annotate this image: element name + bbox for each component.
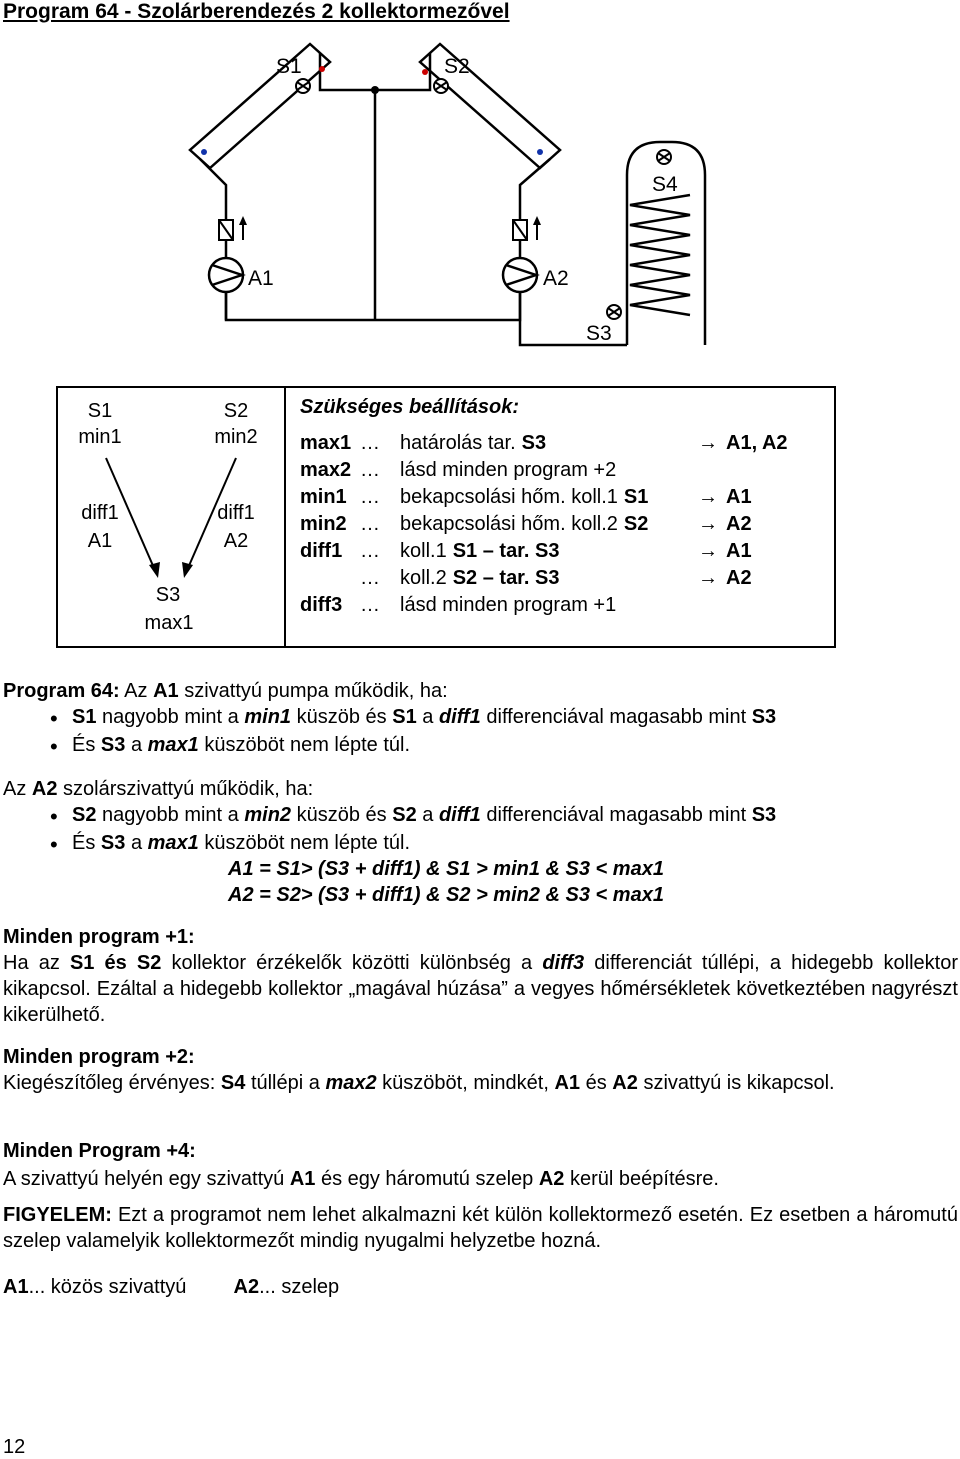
bullet-2 <box>72 734 410 757</box>
t: küszöböt, mindkét, <box>382 1072 549 1094</box>
t: S3 <box>100 734 126 756</box>
setting-target-value: A2 <box>726 513 752 535</box>
t: Az <box>3 778 27 800</box>
t: Az <box>124 680 148 702</box>
setting-text: lásd minden program +2 <box>400 459 617 481</box>
t: S2 <box>392 804 417 826</box>
legend-line <box>3 1274 339 1300</box>
t: diff1 <box>438 804 481 826</box>
sensor-s4-icon <box>657 150 671 164</box>
sensor-s2-icon <box>434 79 448 93</box>
t: min2 <box>244 804 292 826</box>
t: ... szelep <box>259 1276 340 1298</box>
arrow-right-icon: → <box>698 540 718 562</box>
label-s2: S2 <box>444 55 470 78</box>
label-a1: A1 <box>248 267 274 290</box>
t: S1 <box>72 706 97 728</box>
label-s4: S4 <box>652 173 678 196</box>
t: S3 <box>100 832 126 854</box>
arrow-right-icon: → <box>698 486 718 508</box>
setting-dots: … <box>360 459 380 481</box>
setting-key: max1 <box>300 432 352 454</box>
t: max1 <box>147 832 199 854</box>
formula-a2: A2 = S2> (S3 + diff1) & S2 > min2 & S3 < max1 <box>228 884 664 906</box>
left-a1: A1 <box>87 530 113 552</box>
setting-text: bekapcsolási hőm. koll.1 <box>400 486 618 508</box>
t: max2 <box>325 1072 377 1094</box>
setting-desc <box>360 459 622 482</box>
page-number: 12 <box>3 1436 26 1458</box>
p64-label: Program 64: <box>3 680 120 702</box>
formula-a1: A1 = S1> (S3 + diff1) & S1 > min1 & S3 < max1 <box>228 858 664 880</box>
bullet-3 <box>72 804 776 827</box>
t: A1 <box>554 1072 581 1094</box>
mp1-head <box>3 924 195 950</box>
t: A1 <box>289 1168 316 1190</box>
setting-sensor: S2 – tar. S3 <box>452 567 560 589</box>
t: kerül beépítésre. <box>570 1168 719 1190</box>
setting-dots: … <box>360 486 380 508</box>
setting-target-value: A2 <box>726 567 752 589</box>
setting-dots: … <box>360 432 380 454</box>
bullet-4 <box>72 832 410 855</box>
pump-a1-icon <box>209 258 243 292</box>
t: Ha az <box>3 952 60 974</box>
t: A1 <box>153 680 179 702</box>
mp2-text <box>3 1070 958 1096</box>
t: ... közös szivattyú <box>28 1276 187 1298</box>
t: A2 <box>31 778 58 800</box>
setting-desc <box>360 567 559 590</box>
t: kollektor érzékelők közötti különbség a <box>171 952 533 974</box>
t: küszöb és <box>296 804 387 826</box>
arrow-right-icon: → <box>698 432 718 454</box>
mp4-head <box>3 1138 196 1164</box>
t: Kiegészítőleg érvényes: <box>3 1072 216 1094</box>
arrow-right-icon: → <box>698 567 718 589</box>
t: küszöb és <box>296 706 387 728</box>
p64-line <box>3 678 448 704</box>
t: nagyobb mint a <box>102 706 239 728</box>
t: A2 <box>233 1276 260 1298</box>
t: a <box>422 804 434 826</box>
t: differenciával magasabb mint <box>486 706 747 728</box>
label-s1: S1 <box>276 55 302 78</box>
t: A1 <box>3 1276 29 1298</box>
page-title: Program 64 - Szolárberendezés 2 kollektormezővel <box>3 0 510 23</box>
t: max1 <box>147 734 199 756</box>
t: A2 <box>612 1072 638 1094</box>
left-s1: S1 <box>87 400 113 422</box>
t: a <box>130 734 143 756</box>
setting-target <box>698 513 752 536</box>
mp4-text <box>3 1166 719 1192</box>
collector-1 <box>190 44 330 168</box>
t: és <box>585 1072 607 1094</box>
t: szolárszivattyú működik, ha: <box>63 778 314 800</box>
right-s2: S2 <box>223 400 249 422</box>
setting-dots: … <box>360 540 380 562</box>
t: S3 <box>751 706 777 728</box>
setting-target-value: A1 <box>726 486 752 508</box>
t: Minden program +1: <box>3 926 195 948</box>
bullet-1 <box>72 706 776 729</box>
arrow-right-icon: → <box>698 513 718 535</box>
t: Minden Program +4: <box>3 1140 196 1162</box>
setting-target <box>698 567 752 590</box>
t: küszöböt nem lépte túl. <box>204 832 411 854</box>
a2-intro <box>3 776 313 802</box>
t: diff1 <box>438 706 481 728</box>
setting-text: lásd minden program +1 <box>400 594 617 616</box>
right-diff1: diff1 <box>217 502 255 524</box>
t: és egy háromutú szelep <box>320 1168 534 1190</box>
label-s3: S3 <box>586 322 612 345</box>
t: min1 <box>244 706 292 728</box>
setting-key: diff3 <box>300 594 343 616</box>
setting-target-value: A1, A2 <box>726 432 788 454</box>
setting-dots: … <box>360 594 380 616</box>
setting-sensor: S1 – tar. S3 <box>452 540 560 562</box>
setting-key: max2 <box>300 459 352 481</box>
warning-text <box>3 1202 958 1254</box>
setting-desc <box>360 540 559 563</box>
t: Ezt a programot nem lehet alkalmazni két külön kollektormező esetén. Ez esetben a háromutú szelep valamelyik kollektormezőt mindig nyugalmi helyzetbe hozná. <box>3 1204 958 1252</box>
pump-a2-icon <box>503 258 537 292</box>
setting-dots: … <box>360 567 380 589</box>
setting-desc <box>360 486 648 509</box>
setting-key: min2 <box>300 513 347 535</box>
t: FIGYELEM: <box>3 1204 112 1226</box>
setting-text: bekapcsolási hőm. koll.2 <box>400 513 618 535</box>
t: A szivattyú helyén egy szivattyú <box>3 1168 285 1190</box>
t: a <box>422 706 434 728</box>
left-min1: min1 <box>78 426 122 448</box>
box-divider <box>284 388 286 646</box>
t: küszöböt nem lépte túl. <box>204 734 411 756</box>
t: A2 <box>538 1168 565 1190</box>
t: szivattyú pumpa működik, ha: <box>184 680 448 702</box>
setting-dots: … <box>360 513 380 535</box>
t: szivattyú is kikapcsol. <box>643 1072 835 1094</box>
hydraulic-diagram <box>0 40 960 360</box>
sensor-s1-icon <box>296 79 310 93</box>
setting-target <box>698 486 752 509</box>
setting-sensor: S2 <box>623 513 649 535</box>
settings-box <box>56 386 836 648</box>
setting-sensor: S3 <box>521 432 547 454</box>
setting-target <box>698 540 752 563</box>
setting-key: diff1 <box>300 540 343 562</box>
t: Minden program +2: <box>3 1046 195 1068</box>
setting-text: koll.2 <box>400 567 447 589</box>
t: diff3 <box>542 952 585 974</box>
mp2-head <box>3 1044 195 1070</box>
t: S1 és S2 <box>69 952 162 974</box>
sensor-s3-icon <box>607 305 621 319</box>
box-arrows <box>58 388 284 648</box>
t: nagyobb mint a <box>102 804 239 826</box>
left-s3: S3 <box>155 584 181 606</box>
left-max1: max1 <box>144 612 194 634</box>
t: És <box>72 832 96 854</box>
setting-desc <box>360 513 648 536</box>
label-a2: A2 <box>543 267 569 290</box>
right-a2: A2 <box>223 530 249 552</box>
right-min2: min2 <box>214 426 258 448</box>
t: túllépi a <box>250 1072 320 1094</box>
t: differenciával magasabb mint <box>486 804 747 826</box>
t: S4 <box>220 1072 246 1094</box>
setting-desc <box>360 594 622 617</box>
t: a <box>130 832 143 854</box>
setting-target <box>698 432 788 455</box>
setting-desc <box>360 432 546 455</box>
mp1-text <box>3 950 958 1028</box>
t: S3 <box>751 804 777 826</box>
setting-key: min1 <box>300 486 347 508</box>
left-diff1: diff1 <box>81 502 119 524</box>
setting-text: határolás tar. <box>400 432 516 454</box>
settings-header: Szükséges beállítások: <box>300 396 519 418</box>
t: És <box>72 734 96 756</box>
t: S2 <box>72 804 97 826</box>
setting-text: koll.1 <box>400 540 447 562</box>
t: differenciát túllépi, a hidegebb kollektor kikapcsol. Ezáltal a hidegebb kollektor „magával húzása” a vegyes hőmérsékletek következtében nagyrészt kikerülhető. <box>3 952 958 1026</box>
setting-sensor: S1 <box>623 486 649 508</box>
t: S1 <box>392 706 417 728</box>
tank-coil <box>630 195 690 315</box>
setting-target-value: A1 <box>726 540 752 562</box>
